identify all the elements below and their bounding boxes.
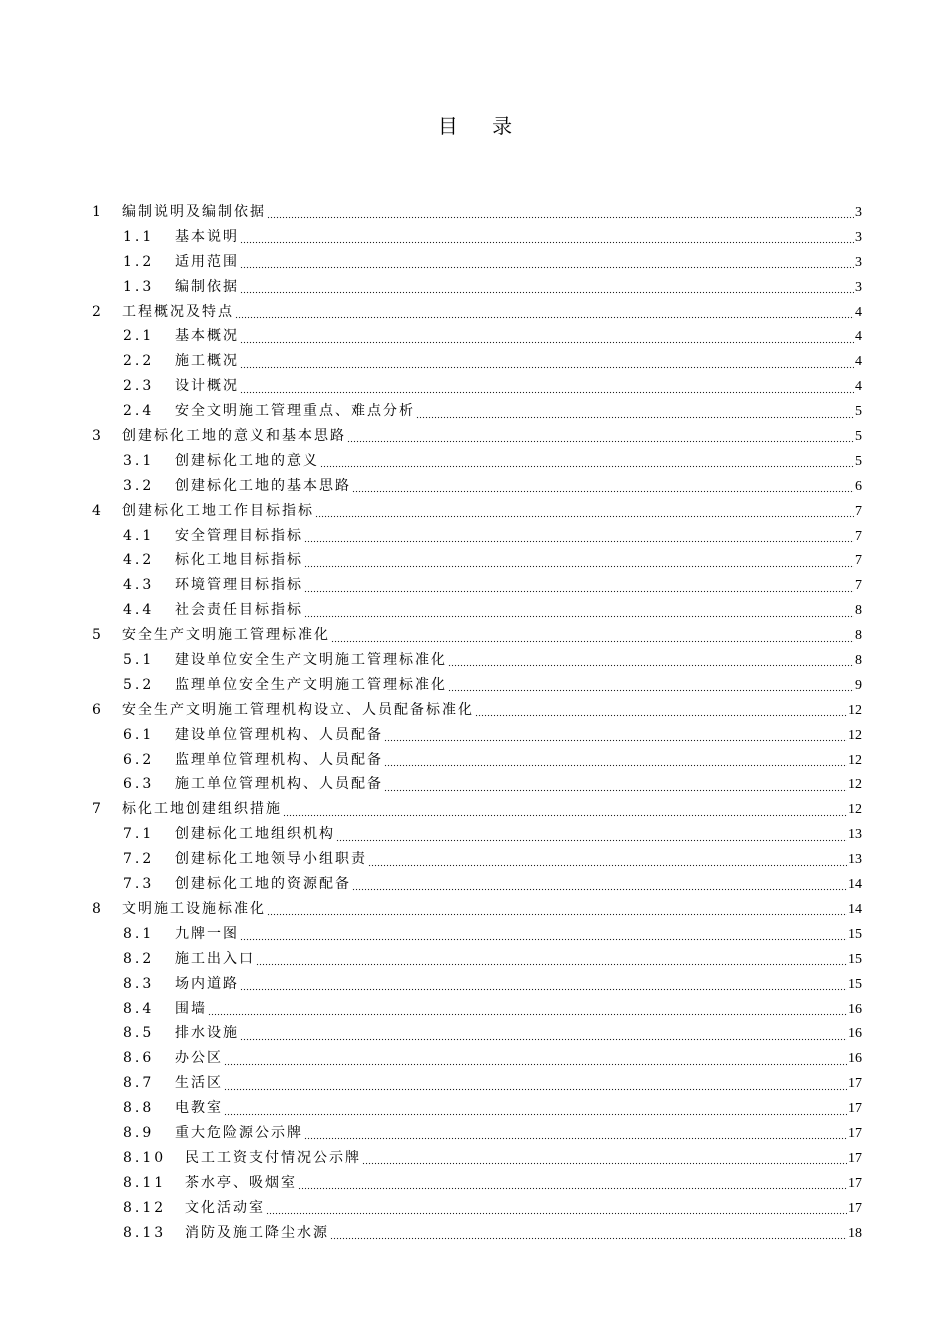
toc-entry-number: 6.1: [123, 726, 155, 743]
toc-section-entry[interactable]: [92, 822, 862, 847]
toc-entry-number: 1: [92, 204, 104, 220]
toc-dot-leader: [347, 429, 854, 443]
toc-dot-leader: [283, 803, 847, 817]
toc-entry-number: 7.1: [123, 826, 155, 843]
toc-entry-number: 1.1: [123, 228, 155, 245]
toc-title: 目 录: [437, 114, 527, 138]
toc-dot-leader: [352, 877, 847, 891]
toc-entry-title: 建设单位安全生产文明施工管理标准化: [175, 652, 447, 669]
toc-entry-page-number: 12: [848, 702, 862, 718]
toc-section-entry[interactable]: [92, 548, 862, 573]
toc-dot-leader: [362, 1151, 847, 1165]
toc-entry-number: 2.3: [123, 378, 155, 395]
toc-entry-page-number: 12: [848, 752, 862, 768]
toc-dot-leader: [336, 828, 847, 842]
toc-entry-page-number: 12: [848, 802, 862, 818]
toc-entry-title: 基本概况: [175, 328, 239, 345]
toc-dot-leader: [448, 678, 854, 692]
toc-section-entry[interactable]: [92, 1146, 862, 1171]
toc-entry-number: 8.4: [123, 1000, 155, 1017]
toc-dot-leader: [304, 579, 854, 593]
toc-dot-leader: [330, 1226, 847, 1240]
toc-entry-number: 8.6: [123, 1050, 155, 1067]
toc-section-entry[interactable]: [92, 972, 862, 997]
toc-dot-leader: [416, 405, 854, 419]
toc-section-entry[interactable]: [92, 1046, 862, 1071]
toc-entry-page-number: 3: [855, 229, 862, 245]
toc-dot-leader: [384, 728, 847, 742]
toc-entry-number: 6: [92, 701, 104, 718]
toc-entry-page-number: 12: [848, 777, 862, 793]
toc-entry-title: 办公区: [175, 1050, 223, 1067]
toc-entry-title: 基本说明: [175, 228, 239, 245]
toc-chapter-entry[interactable]: [92, 623, 862, 648]
toc-entry-number: 3.2: [123, 477, 155, 494]
toc-entry-page-number: 7: [855, 553, 862, 569]
toc-entry-number: 7: [92, 801, 104, 818]
toc-entry-number: 7.3: [123, 876, 155, 893]
table-of-contents: [92, 200, 862, 1245]
toc-dot-leader: [224, 1077, 847, 1091]
toc-section-entry[interactable]: [92, 449, 862, 474]
toc-dot-leader: [235, 305, 854, 319]
toc-section-entry[interactable]: [92, 349, 862, 374]
toc-dot-leader: [240, 1027, 847, 1041]
toc-chapter-entry[interactable]: [92, 897, 862, 922]
toc-entry-page-number: 15: [848, 926, 862, 942]
toc-entry-number: 8.5: [123, 1025, 155, 1042]
toc-section-entry[interactable]: [92, 1096, 862, 1121]
toc-section-entry[interactable]: [92, 1071, 862, 1096]
toc-entry-page-number: 15: [848, 976, 862, 992]
toc-entry-page-number: 15: [848, 951, 862, 967]
toc-entry-title: 创建标化工地的基本思路: [175, 477, 351, 494]
toc-section-entry[interactable]: [92, 997, 862, 1022]
toc-entry-title: 安全管理目标指标: [175, 527, 303, 544]
toc-entry-title: 工程概况及特点: [122, 303, 234, 320]
toc-chapter-entry[interactable]: [92, 300, 862, 325]
toc-entry-title: 编制依据: [175, 278, 239, 295]
toc-entry-number: 3.1: [123, 452, 155, 469]
toc-entry-title: 生活区: [175, 1075, 223, 1092]
toc-entry-number: 1.3: [123, 278, 155, 295]
toc-section-entry[interactable]: [92, 250, 862, 275]
toc-entry-title: 标化工地目标指标: [175, 552, 303, 569]
toc-entry-page-number: 12: [848, 727, 862, 743]
toc-entry-page-number: 5: [855, 429, 862, 445]
toc-section-entry[interactable]: [92, 399, 862, 424]
toc-entry-title: 安全生产文明施工管理机构设立、人员配备标准化: [122, 701, 474, 718]
toc-entry-page-number: 17: [848, 1125, 862, 1141]
toc-chapter-entry[interactable]: [92, 200, 862, 225]
toc-entry-number: 4.2: [123, 552, 155, 569]
toc-entry-title: 设计概况: [175, 378, 239, 395]
toc-entry-page-number: 4: [855, 354, 862, 370]
toc-entry-page-number: 13: [848, 827, 862, 843]
toc-dot-leader: [320, 454, 854, 468]
toc-entry-title: 电教室: [175, 1100, 223, 1117]
toc-dot-leader: [304, 1126, 847, 1140]
toc-section-entry[interactable]: [92, 1221, 862, 1246]
toc-entry-number: 4.3: [123, 577, 155, 594]
toc-section-entry[interactable]: [92, 474, 862, 499]
toc-entry-title: 适用范围: [175, 253, 239, 270]
toc-entry-title: 施工概况: [175, 353, 239, 370]
toc-entry-title: 民工工资支付情况公示牌: [185, 1149, 361, 1166]
toc-entry-title: 茶水亭、吸烟室: [185, 1174, 297, 1191]
toc-entry-number: 8.12: [123, 1199, 167, 1216]
toc-entry-title: 监理单位管理机构、人员配备: [175, 751, 383, 768]
toc-entry-page-number: 3: [855, 254, 862, 270]
toc-entry-number: 2: [92, 303, 104, 320]
toc-entry-page-number: 3: [855, 279, 862, 295]
toc-entry-number: 2.1: [123, 328, 155, 345]
toc-dot-leader: [304, 604, 854, 618]
toc-entry-number: 4.4: [123, 602, 155, 619]
toc-entry-title: 监理单位安全生产文明施工管理标准化: [175, 676, 447, 693]
toc-entry-title: 创建标化工地工作目标指标: [122, 502, 314, 519]
toc-entry-page-number: 5: [855, 453, 862, 469]
toc-entry-title: 创建标化工地组织机构: [175, 826, 335, 843]
toc-entry-number: 8.1: [123, 925, 155, 942]
toc-entry-title: 排水设施: [175, 1025, 239, 1042]
toc-entry-number: 8.13: [123, 1224, 167, 1241]
toc-entry-number: 5.1: [123, 652, 155, 669]
toc-entry-title: 九牌一图: [175, 925, 239, 942]
toc-section-entry[interactable]: [92, 673, 862, 698]
toc-entry-number: 2.4: [123, 403, 155, 420]
toc-entry-page-number: 17: [848, 1101, 862, 1117]
toc-entry-title: 编制说明及编制依据: [122, 204, 266, 220]
toc-entry-page-number: 7: [855, 503, 862, 519]
toc-section-entry[interactable]: [92, 772, 862, 797]
toc-entry-page-number: 13: [848, 852, 862, 868]
toc-dot-leader: [298, 1176, 847, 1190]
toc-chapter-entry[interactable]: [92, 499, 862, 524]
toc-entry-title: 施工出入口: [175, 950, 255, 967]
toc-section-entry[interactable]: [92, 723, 862, 748]
toc-entry-page-number: 17: [848, 1175, 862, 1191]
toc-entry-number: 6.3: [123, 776, 155, 793]
toc-entry-title: 标化工地创建组织措施: [122, 801, 282, 818]
toc-section-entry[interactable]: [92, 524, 862, 549]
toc-section-entry[interactable]: [92, 573, 862, 598]
toc-entry-number: 3: [92, 428, 104, 445]
toc-section-entry[interactable]: [92, 947, 862, 972]
toc-entry-number: 5.2: [123, 676, 155, 693]
toc-chapter-entry[interactable]: [92, 797, 862, 822]
toc-entry-number: 8.9: [123, 1124, 155, 1141]
toc-entry-page-number: 14: [848, 877, 862, 893]
toc-section-entry[interactable]: [92, 1121, 862, 1146]
toc-section-entry[interactable]: [92, 1171, 862, 1196]
toc-dot-leader: [368, 853, 847, 867]
toc-entry-title: 创建标化工地领导小组职责: [175, 851, 367, 868]
toc-entry-page-number: 18: [848, 1225, 862, 1241]
toc-entry-number: 8.8: [123, 1100, 155, 1117]
toc-dot-leader: [240, 355, 854, 369]
toc-entry-number: 8.3: [123, 975, 155, 992]
toc-section-entry[interactable]: [92, 275, 862, 300]
toc-entry-title: 创建标化工地的意义和基本思路: [122, 428, 346, 445]
toc-chapter-entry[interactable]: [92, 698, 862, 723]
toc-entry-page-number: 8: [855, 603, 862, 619]
toc-entry-number: 8: [92, 900, 104, 917]
toc-entry-title: 创建标化工地的意义: [175, 452, 319, 469]
toc-entry-number: 4: [92, 502, 104, 519]
toc-dot-leader: [384, 778, 847, 792]
toc-entry-page-number: 7: [855, 528, 862, 544]
toc-dot-leader: [224, 1052, 847, 1066]
toc-section-entry[interactable]: [92, 847, 862, 872]
toc-entry-title: 社会责任目标指标: [175, 602, 303, 619]
toc-section-entry[interactable]: [92, 598, 862, 623]
toc-entry-title: 创建标化工地的资源配备: [175, 876, 351, 893]
toc-entry-title: 消防及施工降尘水源: [185, 1224, 329, 1241]
toc-dot-leader: [224, 1102, 847, 1116]
toc-entry-page-number: 9: [855, 677, 862, 693]
toc-section-entry[interactable]: [92, 374, 862, 399]
toc-section-entry[interactable]: [92, 1021, 862, 1046]
toc-entry-page-number: 16: [848, 1001, 862, 1017]
toc-dot-leader: [240, 255, 854, 269]
toc-dot-leader: [240, 230, 854, 244]
toc-dot-leader: [267, 205, 854, 219]
toc-entry-title: 文明施工设施标准化: [122, 900, 266, 917]
toc-entry-page-number: 7: [855, 578, 862, 594]
toc-entry-page-number: 17: [848, 1076, 862, 1092]
toc-entry-number: 4.1: [123, 527, 155, 544]
toc-section-entry[interactable]: [92, 748, 862, 773]
toc-entry-number: 7.2: [123, 851, 155, 868]
toc-entry-title: 环境管理目标指标: [175, 577, 303, 594]
toc-entry-page-number: 8: [855, 628, 862, 644]
toc-entry-title: 安全生产文明施工管理标准化: [122, 627, 330, 644]
toc-entry-title: 文化活动室: [185, 1199, 265, 1216]
toc-dot-leader: [475, 703, 847, 717]
toc-entry-title: 重大危险源公示牌: [175, 1124, 303, 1141]
toc-entry-number: 8.10: [123, 1149, 167, 1166]
toc-entry-page-number: 4: [855, 304, 862, 320]
toc-dot-leader: [208, 1002, 847, 1016]
toc-entry-page-number: 16: [848, 1051, 862, 1067]
toc-dot-leader: [331, 629, 854, 643]
toc-dot-leader: [240, 280, 854, 294]
toc-entry-page-number: 17: [848, 1200, 862, 1216]
toc-entry-number: 2.2: [123, 353, 155, 370]
toc-dot-leader: [448, 653, 854, 667]
toc-dot-leader: [266, 1201, 847, 1215]
toc-dot-leader: [267, 902, 847, 916]
toc-entry-number: 5: [92, 627, 104, 644]
toc-entry-title: 施工单位管理机构、人员配备: [175, 776, 383, 793]
toc-dot-leader: [304, 529, 854, 543]
toc-section-entry[interactable]: [92, 922, 862, 947]
toc-dot-leader: [352, 479, 854, 493]
toc-dot-leader: [384, 753, 847, 767]
toc-entry-page-number: 3: [855, 205, 862, 220]
toc-section-entry[interactable]: [92, 225, 862, 250]
toc-entry-page-number: 4: [855, 329, 862, 345]
toc-chapter-entry[interactable]: [92, 424, 862, 449]
toc-entry-page-number: 4: [855, 379, 862, 395]
toc-entry-page-number: 6: [855, 478, 862, 494]
toc-entry-number: 8.7: [123, 1075, 155, 1092]
toc-entry-title: 围墙: [175, 1000, 207, 1017]
toc-entry-number: 1.2: [123, 253, 155, 270]
toc-entry-title: 场内道路: [175, 975, 239, 992]
toc-entry-title: 建设单位管理机构、人员配备: [175, 726, 383, 743]
toc-dot-leader: [240, 977, 847, 991]
toc-entry-title: 安全文明施工管理重点、难点分析: [175, 403, 415, 420]
toc-entry-page-number: 17: [848, 1150, 862, 1166]
toc-entry-page-number: 14: [848, 901, 862, 917]
toc-entry-number: 8.2: [123, 950, 155, 967]
toc-dot-leader: [315, 504, 854, 518]
toc-section-entry[interactable]: [92, 648, 862, 673]
toc-dot-leader: [240, 330, 854, 344]
toc-entry-page-number: 5: [855, 404, 862, 420]
toc-section-entry[interactable]: [92, 324, 862, 349]
toc-entry-number: 6.2: [123, 751, 155, 768]
toc-dot-leader: [256, 952, 847, 966]
toc-entry-page-number: 16: [848, 1026, 862, 1042]
toc-dot-leader: [304, 554, 854, 568]
toc-dot-leader: [240, 380, 854, 394]
toc-entry-page-number: 8: [855, 653, 862, 669]
toc-entry-number: 8.11: [123, 1174, 167, 1191]
toc-dot-leader: [240, 927, 847, 941]
toc-section-entry[interactable]: [92, 872, 862, 897]
toc-section-entry[interactable]: [92, 1196, 862, 1221]
